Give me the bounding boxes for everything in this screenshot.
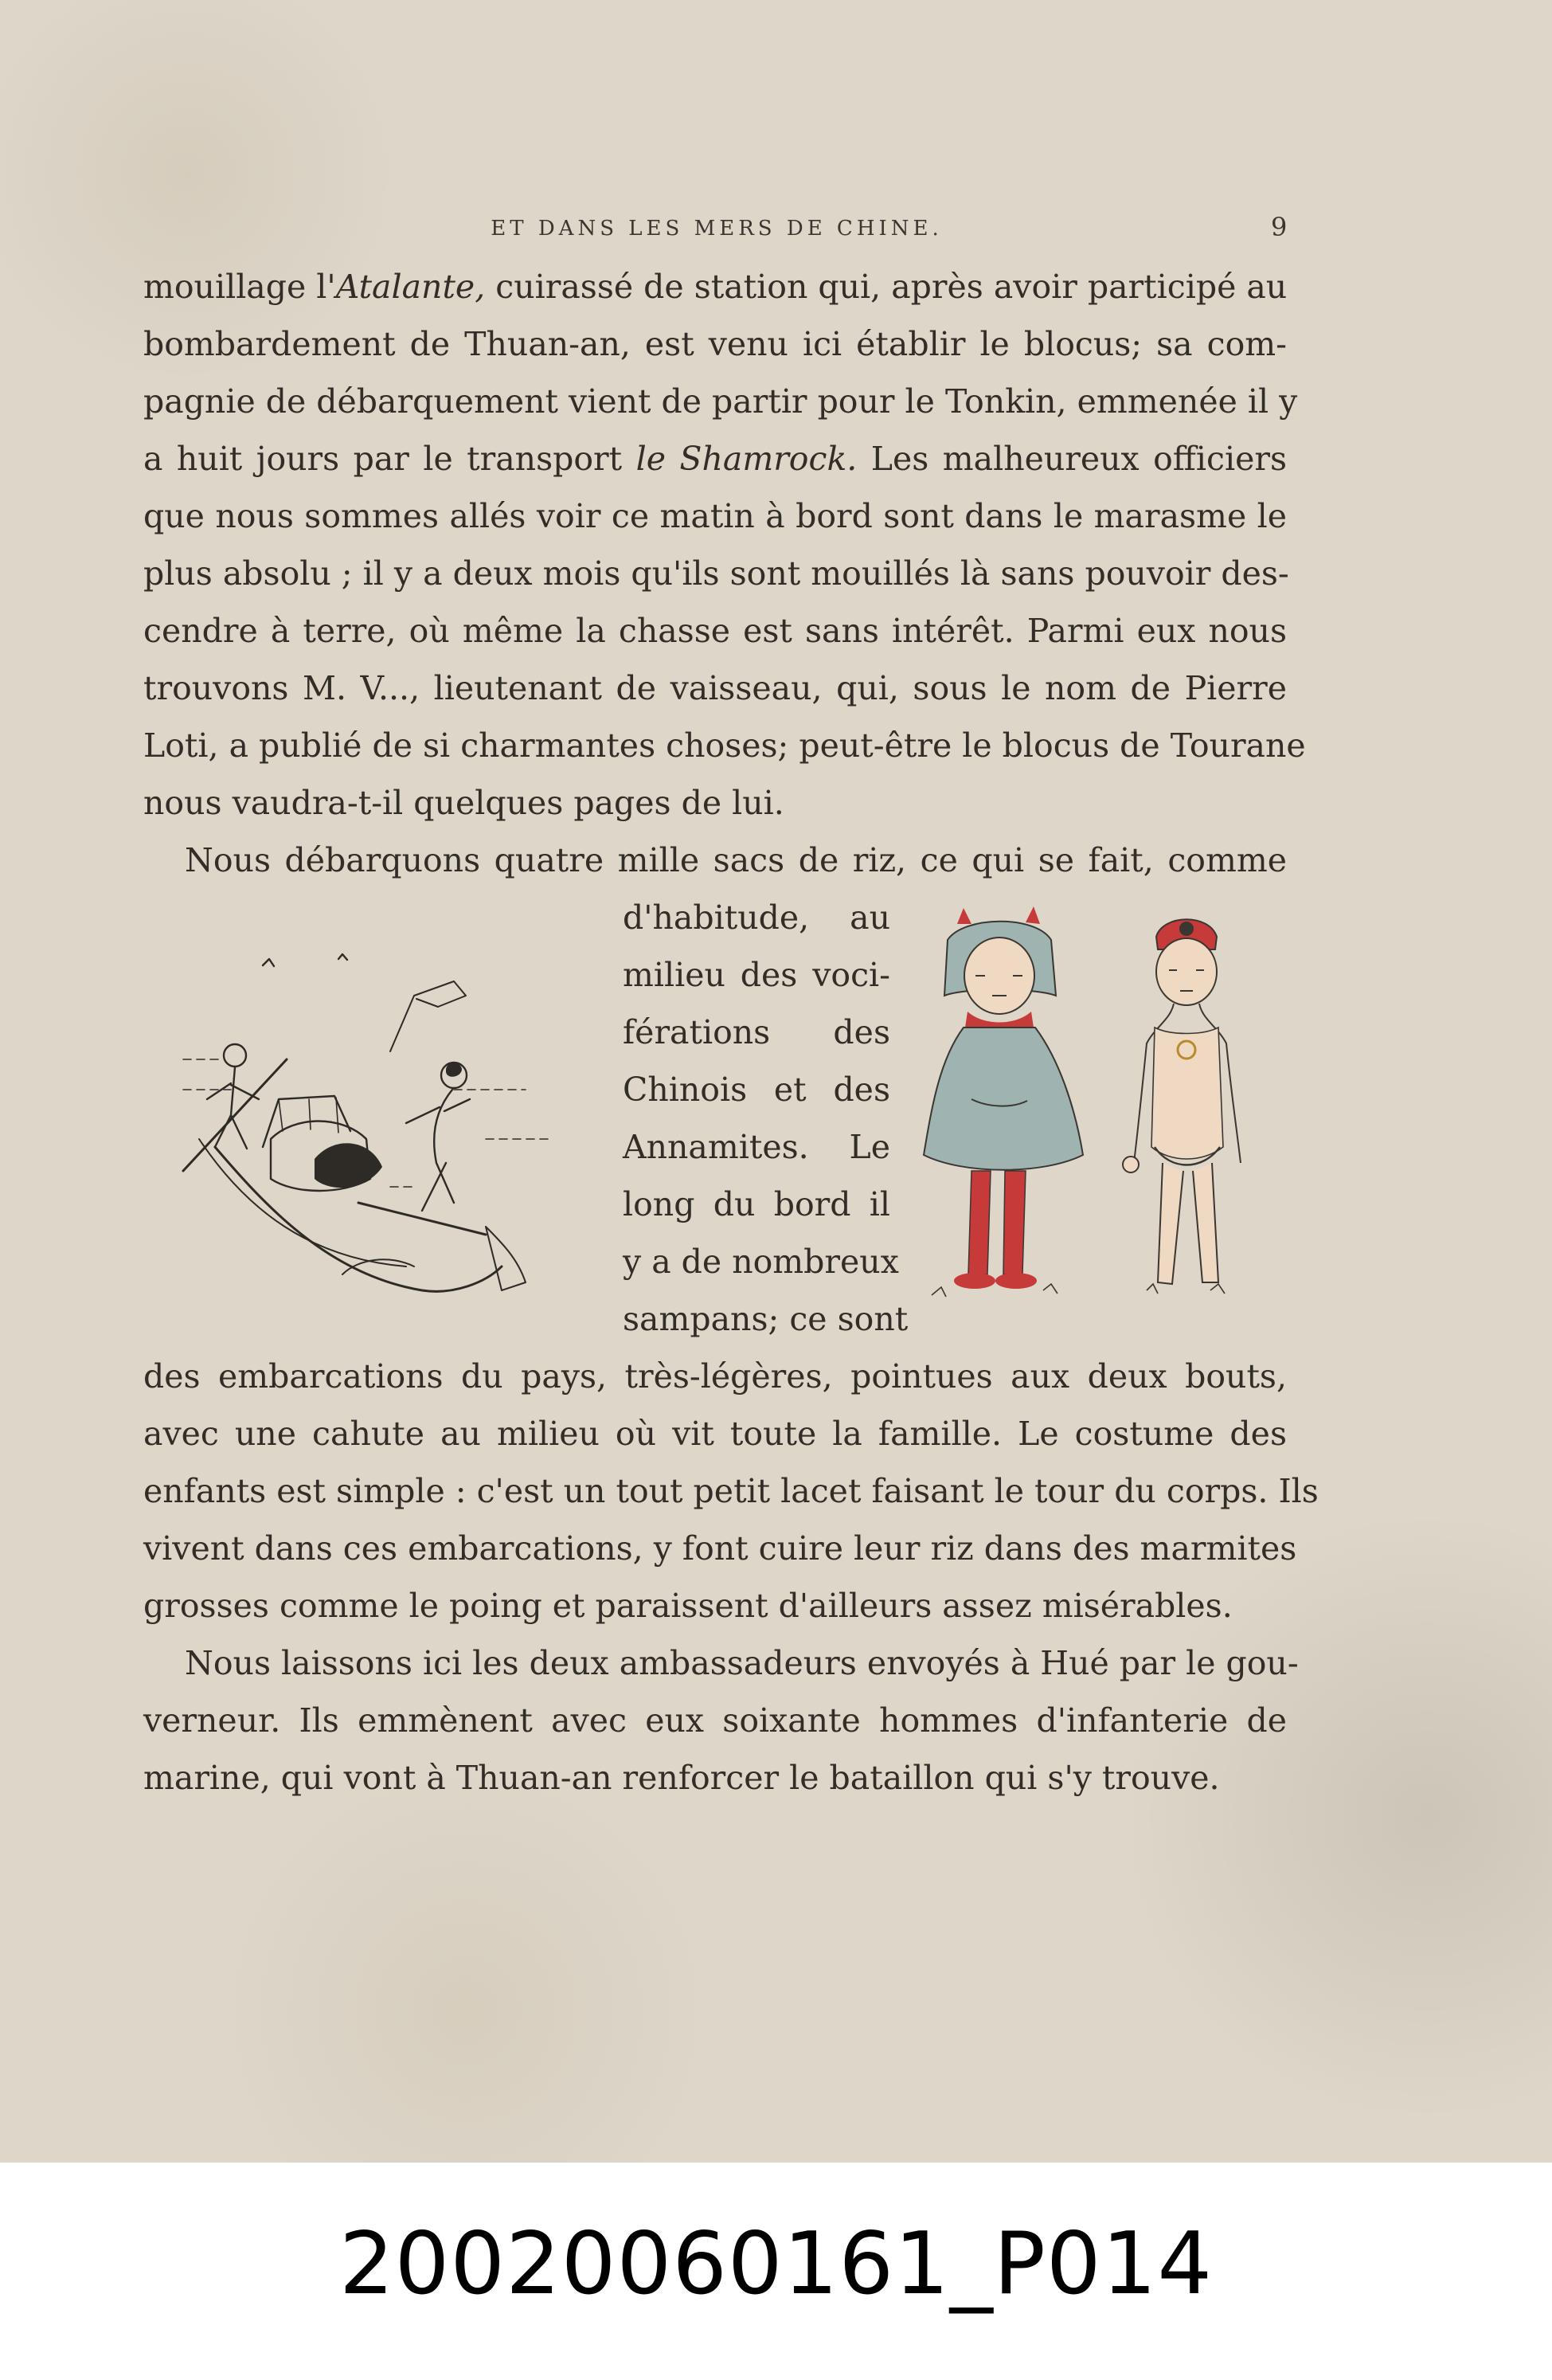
child-blue-coat-illustration — [916, 900, 1099, 1314]
text-line-narrow: sampans; ce sont — [623, 1300, 909, 1338]
text-line: mouillage l'Atalante, cuirassé de station qui, après avoir participé au — [143, 268, 1288, 306]
page-number: 9 — [1271, 212, 1288, 242]
text-line: avec une cahute au milieu où vit toute la famille. Le costume des — [143, 1415, 1287, 1453]
text-line: verneur. Ils emmènent avec eux soixante hommes d'infanterie de — [143, 1701, 1287, 1740]
text-line-narrow: Chinois et des — [623, 1071, 890, 1109]
text-line: que nous sommes allés voir ce matin à bord sont dans le marasme le — [143, 497, 1287, 535]
text-line-narrow: long du bord il — [623, 1185, 890, 1223]
text-line-narrow: milieu des voci- — [623, 956, 890, 994]
text-line-narrow: Annamites. Le — [623, 1128, 890, 1166]
text-line: vivent dans ces embarcations, y font cuire leur riz dans des marmites — [143, 1529, 1297, 1568]
text-line-narrow: y a de nombreux — [623, 1243, 899, 1281]
text-line: cendre à terre, où même la chasse est sans intérêt. Parmi eux nous — [143, 612, 1287, 650]
child-red-cap-illustration — [1107, 908, 1266, 1322]
text-line: des embarcations du pays, très-légères, pointues aux deux bouts, — [143, 1357, 1287, 1396]
text-line: enfants est simple : c'est un tout petit lacet faisant le tour du corps. Ils — [143, 1472, 1319, 1510]
text-line: nous vaudra-t-il quelques pages de lui. — [143, 784, 784, 822]
text-line: plus absolu ; il y a deux mois qu'ils sont mouillés là sans pouvoir des- — [143, 554, 1289, 593]
text-line: pagnie de débarquement vient de partir pour le Tonkin, emmenée il y — [143, 382, 1298, 421]
sampan-boat-illustration — [151, 940, 581, 1322]
text-line: Nous laissons ici les deux ambassadeurs envoyés à Hué par le gou- — [185, 1644, 1299, 1682]
text-line-narrow: d'habitude, au — [623, 898, 890, 937]
text-line: trouvons M. V..., lieutenant de vaisseau, qui, sous le nom de Pierre — [143, 669, 1287, 707]
running-head: ET DANS LES MERS DE CHINE. — [491, 217, 943, 241]
text-line: marine, qui vont à Thuan-an renforcer le bataillon qui s'y trouve. — [143, 1759, 1220, 1797]
text-line: Nous débarquons quatre mille sacs de riz, ce qui se fait, comme — [185, 841, 1287, 879]
text-line: grosses comme le poing et paraissent d'ailleurs assez misérables. — [143, 1587, 1233, 1625]
scan-identifier: 20020060161_P014 — [338, 2214, 1214, 2314]
text-line: bombardement de Thuan-an, est venu ici établir le blocus; sa com- — [143, 325, 1287, 363]
text-line-narrow: férations des — [623, 1013, 890, 1051]
text-line: Loti, a publié de si charmantes choses; peut-être le blocus de Tourane — [143, 726, 1306, 765]
text-line: a huit jours par le transport le Shamrock. Les malheureux officiers — [143, 440, 1288, 478]
